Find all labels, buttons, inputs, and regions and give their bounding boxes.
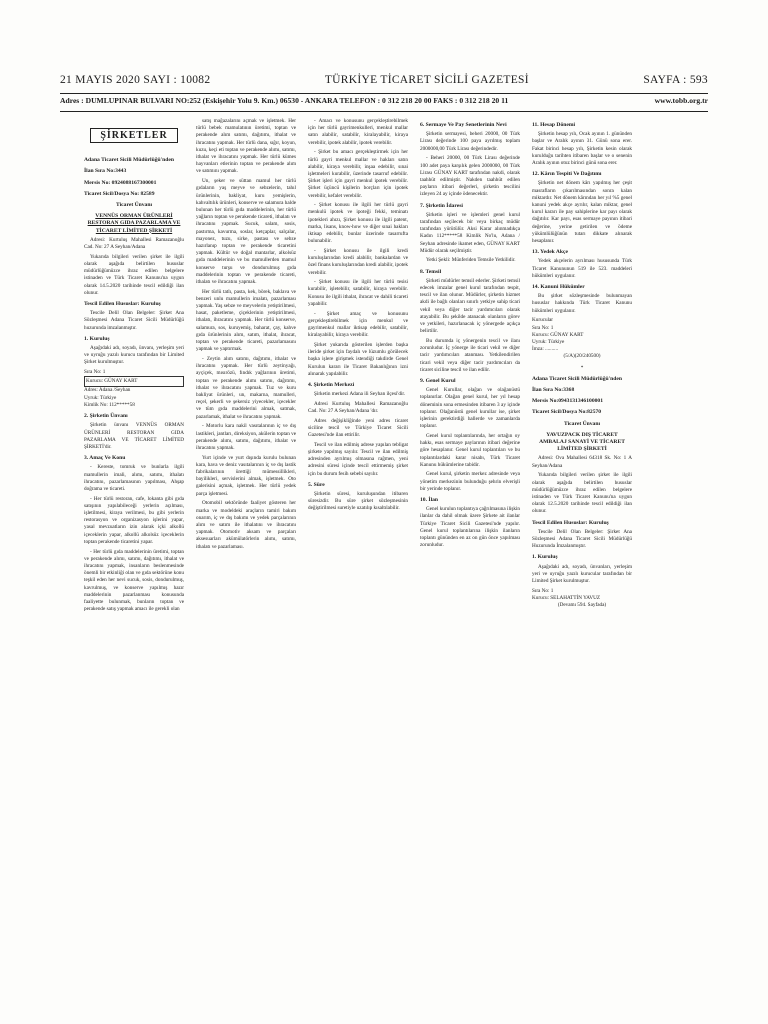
article-text: Un, şeker ve süttan mamul her türlü gıdaların yaş meyve ve sebzelerin, tahıl ürünlerinin, bakliyat, kuru yemişlerin, kahvaltılık ürünleri, konserve ve salamura halde bulunan her türlü gıda maddelerinin, her türlü yağların toptan ve perakende ticareti, ithalatı ve ihracatını yapmak. Sucuk, salam, sosis, pastırma, kavurma, soslar, ketçaplar, salçalar, mayonez, tuzu, sirke, pastası ve sebze hazırlanıp toptan ve perakende ticaretini yapmak. Kültür ve doğal mantarlar, alkolsüz gıda maddelerinin ve bu mamullerden mamul konserve turşu ve dondurulmuş gıda maddelerinin toptan ve perakende ticareti, ithalatı ve ihracatını yapmak. xyxy=(196,178,296,285)
reference-code: (5/A)(20/240500) xyxy=(563,353,601,360)
article-heading: 4. Şirketin Merkezi xyxy=(308,381,355,388)
company-address: Adresi: Ova Mahallesi 64318 Sk. No: 1 A Seyhan/Adana xyxy=(532,455,632,469)
sicil-no: Ticaret Sicil/Dosya No:82570 xyxy=(532,409,602,416)
address-rule xyxy=(60,111,708,112)
article-text: Genel kurul toplantılarında, her ortağın oy hakkı, esas sermaye paylarının itibari değerine göre hesaplanır. Genel kurul toplantıları ve bu toplantılardaki karar nisabı, Türk Ticaret Kanunu hükümlerine tabidir. xyxy=(420,432,520,468)
registry-office: Adana Ticaret Sicili Müdürlüğü'nden xyxy=(84,157,174,164)
article-text: Aşağıdaki adı, soyadı, ünvanı, yerleşim yeri ve uyruğu yazılı kurucu tarafından bir Limited Şirket kurulmuştur. xyxy=(84,344,184,366)
article-text: - Zeytin alım satımı, dağıtımı, ithalat ve ihracatını yapmak. Her türlü zeytinyağı, ayçiçek, mısırözü, fındık yağlarının üretimi, toptan ve perakende alımı satımı, dağıtımı, ithalat ve ihracatını yapmak. Tuz ve kuru bakliyat ürünleri, un, makarna, mamulleri, reçel, şekerli ve şekersiz yiyecekler, içecekler ve tüm gıda maddelerini almak, satmak, pazarlamak, ithalat ve ihracatını yapmak. xyxy=(196,356,296,420)
article-text: Genel kurul, şirketin merkez adresinde veya yönetim merkezinin bulunduğu şehrin elverişli bir yerinde toplanır. xyxy=(420,471,520,492)
ilan-sira: İlan Sıra No:3443 xyxy=(84,168,127,175)
article-heading: 10. İlan xyxy=(420,497,439,504)
date-issue: 21 MAYIS 2020 SAYI : 10082 xyxy=(60,74,211,86)
page-number: SAYFA : 593 xyxy=(643,74,708,86)
notice-paragraph: Yukarıda bilgileri verilen şirket ile ilgili olarak aşağıda belirtilen hususlar müdürlüğümüzce ihraz edilen belgelere istinaden ve Türk Ticaret Kanunu'na uygun olarak 12.5.2020 tarihinde tescil edildiği ilan olunur. xyxy=(532,472,632,515)
article-text: - Kereste, tomruk ve bunlarla ilgili mamullerin imali, alımı, satımı, ithalatı ihracatını, pazarlamasının yapılması, Ahşap doğrama ve ticareti. xyxy=(84,464,184,492)
tescil-belgeler: Tescile Delil Olan Belgeler: Şirket Ana Sözleşmesi Adana Ticaret Sicili Müdürlüğü Huzurunda İmzalanmıştır. xyxy=(532,528,632,550)
sicil-no: Ticaret Sicil/Dosya No: 82589 xyxy=(84,190,155,197)
article-text: Şirketin merkezi Adana ili Seyhan ilçesi'dir. xyxy=(314,391,406,398)
article-text: satış mağazalarını açmak ve işletmek. Her türlü bebek mamulatının üretimi, toptan ve perakende alım satımı, dağıtımı, ithalat ve ihracatını yapmak. Her türlü dana, sığır, koyun, kuzu, keçi eti toptan ve perakende alımı, satımı, ithalat ve ihracatını yapmak. Her türlü kümes hayvanları etlerinin toptan ve perakende alım ve satımını yapmak. xyxy=(196,118,296,175)
article-text: Yedek akçelerin ayrılması hususunda Türk Ticaret Kanununun 519 ile 523. maddeleri hükümleri uygulanır. xyxy=(532,258,632,279)
unvan-label: Ticaret Ünvanı xyxy=(564,420,600,427)
continued-note: (Devamı 594. Sayfada) xyxy=(557,602,607,609)
founder-nationality: Uyruk: Türkiye xyxy=(84,394,117,401)
article-text: - Her türlü restoran, cafe, lokanta gibi gıda satışının yapılabileceği yerlerin açılması, işletilmesi, kiraya verilmesi, bu gibi yerlerin restorasyon ve organizasyon işlerini yapar, yasal mevzuatların izin alarak içki alkollü içeceklerin yapar, alkollü alkolsüz içeceklerin toptan perakende ticaretini yapar. xyxy=(84,495,184,545)
article-text: - Beheri 20000, 00 Türk Lirası değerinde 100 adet paya karşılık gelen 2000000, 00 Türk Lirası GÜNAY KART tarafından nakdi, olarak taahhüt edilmiştir. Nakden taahhüt edilen payların itibari değerleri, şirketin tescilini izleyen 24 ay içinde ödenecektir. xyxy=(420,155,520,198)
article-text: - Şirket konusu ile ilgili her türlü gayri menkulü ipotek ve ipoteği fekki, teminatı ipotekleri ahızı, Şirket konusu ile ilgili patent, marka, lisans, know-how ve diğer sınai hakları iktisap edebilir, bunlar üzerinde tasarrufta bulunabilir. xyxy=(308,202,408,245)
website-link[interactable]: www.tobb.org.tr xyxy=(654,96,708,105)
article-heading: 11. Hesap Dönemi xyxy=(532,122,576,128)
column-3 xyxy=(308,118,408,980)
article-text: Otomobil sektöründe faaliyet gösteren her marka ve modeldeki araçların tamiri bakım onarım, iç ve dış bakımı ve yedek parçalarının alım ve satım ile ithalatını ve ihracatını yapmak. Otomotiv aksam ve parçaları aksesuarları akümülatörlerin alımı, satımı, ithalatı ve pazarlaması. xyxy=(196,500,296,550)
column-2 xyxy=(196,118,296,980)
unvan-label: Ticaret Ünvanı xyxy=(116,202,152,209)
article-text: Tescil ve ilan edilmiş adrese yapılan tebligat şirkete yapılmış sayılır. Tescil ve ilan edilmiş adresinden ayrılmış olmasına rağmen, yeni adresini süresi içinde tescil ettirmemiş şirket için bu durum fesih sebebi sayılır. xyxy=(308,441,408,477)
article-heading: 1. Kuruluş xyxy=(84,335,110,342)
column-4 xyxy=(420,118,520,980)
tescil-hususlar: Tescil Edilen Hususlar: Kuruluş xyxy=(532,519,609,526)
article-text: - Her türlü gıda maddelerinin üretimi, toptan ve perakende alımı, satımı, dağıtımı, ithalat ve ihracatını yapmak, insanların beslenmesinde önemli bir etkinliği olan ve gıda sektörüne konu teşkil eden her nevi sucuk, sosis, dondurulmuş, kavrulmuş, ve konserve yapılmış hazır maddelerinin pazarlanması konusunda faaliyette bulunmak, bunların toptan ve perakende satış yapmak amacı ile gerekli olan xyxy=(84,548,184,613)
article-text: Her türlü tatlı, pasta, kek, börek, baklava ve benzeri unlu mamullerin imalatı, pazarlaması yapmak. Yaş sebze ve meyvelerin yetiştirilmesi, hasat, paketleme, çiçeklerinin yetiştirilmesi, ithalatı, ihracatını yapmak. Her türlü konserve, salamura, sos, kuruyemiş, baharat, çay, kahve gıda ürünlerinin alım, satım, ithalat, ihracat, toptan ve perakende ticareti, pazarlamasını yapmak ve yaptırmak. xyxy=(196,288,296,353)
article-text: Şirketin hesap yılı, Ocak ayının 1. gününden başlar ve Aralık ayının 31. Günü sona erer. Fakat birinci hesap yılı, Şirketin kesin olarak kurulduğu tarihten itibaren başlar ve o senenin Aralık ayının otuz birinci günü sona erer. xyxy=(532,131,632,167)
company-name: VENNÜS ORMAN ÜRÜNLERİ RESTORAN GIDA PAZARLAMA VE TİCARET LİMİTED ŞİRKETİ xyxy=(87,213,181,234)
article-text: Bu durumda iç yönergenin tescil ve ilanı zorunludur. İç yönerge ile ticari vekil ve diğer tacir yardımcıları atanması. Yetkilendirilen ticari vekil veya diğer tacir yardımcıları da ticaret siciline tescil ve ilan edilir. xyxy=(420,337,520,373)
page-header xyxy=(60,74,708,92)
article-text: Şirketi müdürler temsil ederler. Şirketi temsil edecek imzalar genel kurul tarafından tespit, tescil ve ilan olunur. Müdürler, şirketin hizmet akdi ile bağlı olanları sınırlı yetkiye sahip ticari vekil veya diğer tacir yardımcıları olarak atayabilir. Bu şekilde atanacak olanların görev ve yetkileri, hazırlanacak iç yönergede açıkça belirtilir. xyxy=(420,277,520,335)
article-text: Yurt içinde ve yurt dışında kurulu bulunan kara, hava ve deniz vasıtalarının iç ve dış lastik fabrikalarının ürettiği mümessillikleri, bayilikleri, servislerini almak, işletmek. Oto galerisini açmak, işletmek. Her türlü yedek parça işletmesi. xyxy=(196,454,296,497)
notice-paragraph: Yukarıda bilgileri verilen şirket ile ilgili olarak aşağıda belirtilen hususlar müdürlüğümüzce ihraz edilen belgelere istinaden ve Türk Ticaret Kanunu'na uygun olarak 14.5.2020 tarihinde tescil edildiği ilan olunur. xyxy=(84,253,184,296)
article-text: Genel Kurullar, olağan ve olağanüstü toplanırlar. Olağan genel kurul, her yıl hesap döneminin sona ermesinden itibaren 3 ay içinde toplanır. Olağanüstü genel kurullar ise, şirket işlerinin gerektirdiği hallerde ve zamanlarda toplanır. xyxy=(420,387,520,430)
column-1 xyxy=(84,118,184,980)
article-text: Yetki Şekli: Münferiden Temsile Yetkilidir. xyxy=(426,257,516,264)
mersis-no: Mersis No:0943131346100001 xyxy=(532,398,604,405)
gazette-title: TÜRKİYE TİCARET SİCİLİ GAZETESİ xyxy=(324,74,529,86)
signature-line: İmza: .......... xyxy=(532,346,559,353)
article-text: - Şirket konusu ile ilgili her türlü tesisi kurabilir, işletebilir, satabilir, kiraya verebilir. Konusu ile ilgili ithalat, ihracat ve dahili ticareti yapabilir. xyxy=(308,279,408,307)
company-name: YAVUZPACK DIŞ TİCARET AMBALAJ SANAYİ VE TİCARET LİMİTED ŞİRKETİ xyxy=(539,431,625,453)
founder-name: Kurucu: GÜNAY KART xyxy=(84,376,184,387)
article-heading: 5. Süre xyxy=(308,481,325,488)
article-text: Şirketin net dönem kârı yapılmış her çeşit masrafların çıkarılmasından sonra kalan miktardır. Net dönem kârından her yıl %5 genel kanuni yedek akçe ayrılır, kalan miktar, genel kurul kararı ile pay sahiplerine kar payı olarak dağıtılır. Kar payı, esas sermaye payının itibari değerine, yerine getirilen ve ödeme yükümlülüğünün tutarı dikkate alınarak hesaplanır. xyxy=(532,180,632,245)
article-text: Şirketin sermayesi, beheri 20000, 00 Türk Lirası değerinde 100 paya ayrılmış toplam 2000000,00 Türk Lirası değerindedir. xyxy=(420,131,520,152)
article-text: Adresi Kurtuluş Mahallesi Ramazanoğlu Cad. No: 27 A Seyhan/Adana 'dır. xyxy=(308,400,408,415)
article-text: Şirketin süresi, kuruluşundan itibaren süresizdir. Bu süre şirket sözleşmesinin değiştirilmesi suretiyle uzatılıp kısaltılabilir. xyxy=(308,491,408,512)
separator: * xyxy=(580,364,584,371)
article-heading: 14. Kanuni Hükümler xyxy=(532,284,585,291)
founder-name: Kurucu: GÜNAY KART xyxy=(532,331,584,338)
article-text: - Şirket bu amacı gerçekleştirmek için her türlü gayri menkul mallar ve hakları satın alabilir, kiraya verebilir, inşaa edebilir, sınai işletmeleri kurabilir, üzerinde tasarruf edebilir. Şirket işleri için gayri menkul ipotek verebilir. Şirket üçüncü kişilerin borçları için ipotek verebilir, kefalet verebilir. xyxy=(308,149,408,199)
article-text: - Amacı ve konusunu gerçekleştirebilmek için her türlü gayrimenkulleri, menkul mallar satın alabilir, satabilir, kiralayabilir, kiraya verebilir, ipotek alabilir, ipotek verebilir. xyxy=(308,118,408,146)
founder-sira: Sıra No: 1 xyxy=(532,324,554,331)
founder-id: Kimlik No: 112*****58 xyxy=(84,401,135,408)
article-heading: 2. Şirketin Ünvanı xyxy=(84,413,128,420)
address-bar xyxy=(60,96,708,110)
section-title: ŞİRKETLER xyxy=(90,128,178,143)
article-text: Aşağıdaki adı, soyadı, ünvanları, yerleşim yeri ve uyruğu yazılı kurucular tarafından bir Limited Şirket kurulmuştur. xyxy=(532,563,632,584)
founder-address: Adres: Adana /Seyhan xyxy=(84,387,131,394)
article-text: - Şirket konusu ile ilgili kredi kuruluşlarından kredi alabilir, bankalardan ve özel finans kuruluşlarından kredi alabilir, ipotek verebilir. xyxy=(308,247,408,276)
header-rule xyxy=(60,93,708,94)
founder-nationality: Uyruk: Türkiye xyxy=(532,338,565,345)
article-text: Şirketin ünvanı VENNÜS ORMAN ÜRÜNLERİ RESTORAN GIDA PAZARLAMA VE TİCARET LİMİTED ŞİRKETİ'dir. xyxy=(84,422,184,450)
article-heading: 8. Temsil xyxy=(420,268,442,275)
article-heading: 6. Sermaye Ve Pay Senetlerinin Nevi xyxy=(420,122,507,128)
company-address: Adresi: Kurtuluş Mahallesi Ramazanoğlu Cad. No: 27 A Seyhan/Adana xyxy=(84,236,184,251)
address-text: Adres : DUMLUPINAR BULVARI NO:252 (Eskişehir Yolu 9. Km.) 06530 - ANKARA TELEFON : 0 312 218 20 00 FAKS : 0 312 218 20 11 xyxy=(60,96,509,105)
article-text: Şirket yukarıda gösterilen işlerden başka ileride şirket için faydalı ve lüzumlu görülecek başka işlere girişmek istendiği takdirde Genel Kurulun kararı ile Ticaret Bakanlığının izni alınarak yapılabilir. xyxy=(308,341,408,377)
article-text: Adres değişikliğinde yeni adres ticaret siciline tescil ve Türkiye Ticaret Sicili Gazetesi'nde ilan ettirilir. xyxy=(308,417,408,439)
ilan-sira: İlan Sıra No:3368 xyxy=(532,387,575,393)
article-heading: 13. Yedek Akçe xyxy=(532,249,568,256)
tescil-hususlar: Tescil Edilen Hususlar: Kuruluş xyxy=(84,300,161,307)
article-heading: 7. Şirketin İdaresi xyxy=(420,202,463,209)
article-text: - Motorlu kara nakil vasıtalarının iç ve dış lastikleri, jantları, direksiyon, akülerin toptan ve perakende alımı, satımı, dağıtımı, ithalat ve ihracatını yapmak. xyxy=(196,423,296,451)
article-text: Bu şirket sözleşmesinde bulunmayan hususlar hakkında Türk Ticaret Kanunu hükümleri uygulanır. xyxy=(532,293,632,314)
founder-sira: Sıra No: 1 xyxy=(532,587,554,594)
article-text: - Şirket amaç ve konusunu gerçekleştirebilmek için menkul ve gayrimenkul mallar iktisap edebilir, satabilir, kiralayabilir, kiraya verebilir. xyxy=(308,310,408,339)
article-text: Genel kurulun toplantıya çağrılmasına ilişkin ilanlar da dahil olmak üzere Şirkete ait ilanlar Türkiye Ticaret Sicili Gazetesi'nde yapılır. Genel kurul toplantılarına ilişkin ilanların toplantı gününden en az on gün önce yapılması zorunludur. xyxy=(420,506,520,549)
founder-sira: Sıra No: 1 xyxy=(84,369,106,376)
article-heading: 1. Kuruluş xyxy=(532,554,558,561)
article-heading: 3. Amaç Ve Konu xyxy=(84,455,126,462)
article-heading: 12. Kârın Tespiti Ve Dağıtımı xyxy=(532,171,602,178)
mersis-no: Mersis No: 0924088167300001 xyxy=(84,179,157,186)
registry-office: Adana Ticaret Sicili Müdürlüğü'nden xyxy=(532,375,622,382)
column-5 xyxy=(532,118,632,980)
article-text: Şirketin işleri ve işlemleri genel kurul tarafından seçilecek bir veya birkaç müdür tarafından yürütülür. Aksi Karar alınmadıkça Kadın 112*****58 Kimlik No'lu, Adana / Seyhan adresinde ikamet eden, GÜNAY KART Müdür olarak seçilmiştir. xyxy=(420,211,520,254)
tescil-belgeler: Tescile Delil Olan Belgeler: Şirket Ana Sözleşmesi Adana Ticaret Sicili Müdürlüğü huzurunda imzalanmıştır. xyxy=(84,310,184,331)
founders-label: Kurucular xyxy=(532,317,554,324)
founder-name: Kurucu: SELAHATTİN YAVUZ xyxy=(532,594,601,601)
article-heading: 9. Genel Kurul xyxy=(420,378,456,384)
